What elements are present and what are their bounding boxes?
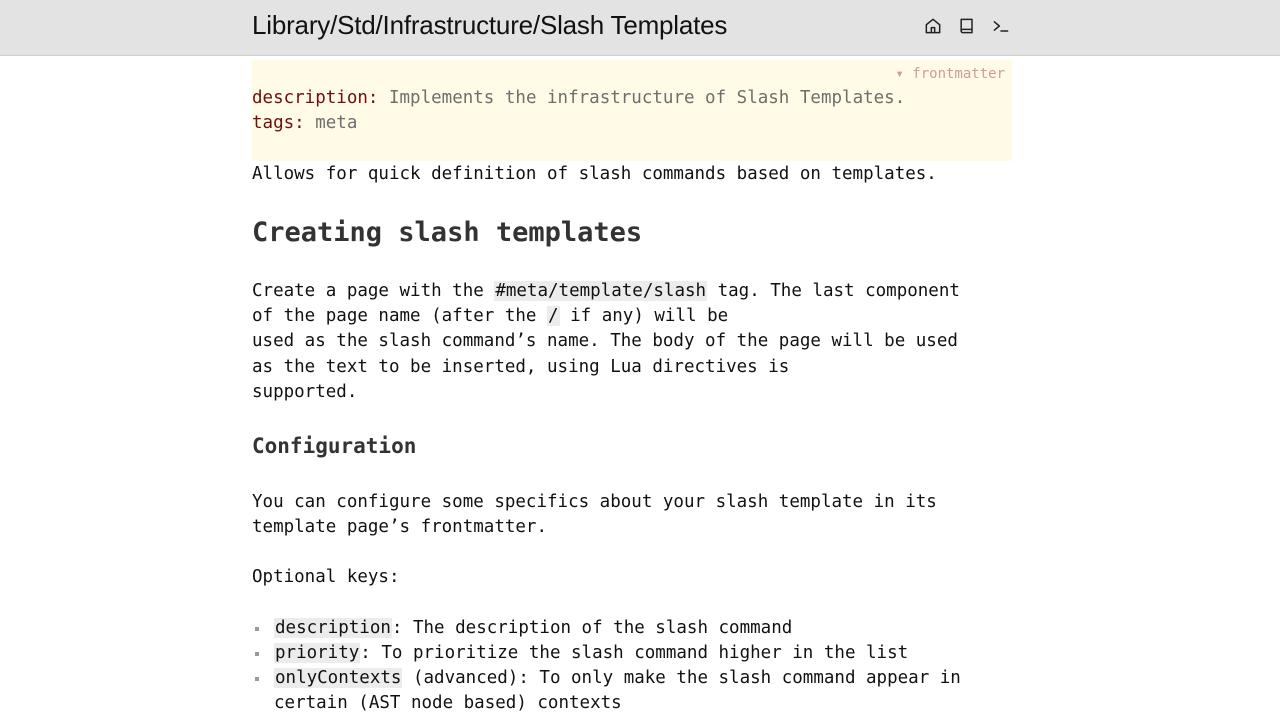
paragraph-line: as the text to be inserted, using Lua directives is [252, 357, 790, 377]
inline-code: onlyContexts [275, 668, 402, 688]
paragraph-line: template page’s frontmatter. [252, 517, 548, 537]
tags-value: meta [315, 113, 358, 133]
heading-configuration: Configuration [252, 434, 417, 458]
text-span: : To prioritize the slash command higher in the list [360, 643, 909, 663]
home-button[interactable] [920, 14, 946, 42]
frontmatter-block[interactable] [252, 60, 1012, 161]
paragraph-line [252, 304, 728, 329]
description-value: Implements the infrastructure of Slash Templates. [388, 88, 906, 108]
frontmatter-tags [252, 111, 905, 136]
text-span: Create a page with the [252, 281, 495, 301]
page-title[interactable]: Library/Std/Infrastructure/Slash Templates [252, 10, 728, 40]
action-buttons [920, 14, 1014, 42]
page-content [252, 60, 1012, 713]
text-span: certain (AST node based) contexts [274, 693, 622, 713]
home-icon [923, 16, 943, 40]
frontmatter-description [252, 86, 905, 111]
frontmatter-fields [252, 86, 905, 136]
book-icon [957, 16, 977, 40]
inline-code: / [548, 306, 559, 326]
terminal-icon [991, 16, 1011, 40]
paragraph-line [252, 279, 960, 304]
top-bar [0, 0, 1280, 56]
text-span: of the page name (after the [252, 306, 548, 326]
tag-link[interactable]: #meta/template/slash [495, 281, 707, 301]
inline-code: priority [275, 643, 360, 663]
tags-key: tags: [252, 113, 305, 133]
text-span: if any) will be [559, 306, 729, 326]
optional-keys-label: Optional keys: [252, 567, 400, 587]
paragraph-line: used as the slash command’s name. The body of the page will be used [252, 331, 958, 351]
heading-creating-slash-templates: Creating slash templates [252, 217, 643, 248]
inline-code: description [275, 618, 391, 638]
bullet-icon [255, 677, 259, 681]
text-span: tag. The last component [707, 281, 960, 301]
text-span: : The description of the slash command [391, 618, 793, 638]
bullet-icon [255, 652, 259, 656]
terminal-button[interactable] [988, 14, 1014, 42]
text-span: (advanced): To only make the slash command appear in [402, 668, 961, 688]
paragraph-line: You can configure some specifics about your slash template in its [252, 492, 937, 512]
book-button[interactable] [954, 14, 980, 42]
description-key: description: [252, 88, 379, 108]
bullet-icon [255, 627, 259, 631]
intro-paragraph: Allows for quick definition of slash commands based on templates. [252, 164, 937, 184]
frontmatter-toggle[interactable]: ▾ frontmatter [895, 66, 1005, 82]
paragraph-line: supported. [252, 382, 358, 402]
